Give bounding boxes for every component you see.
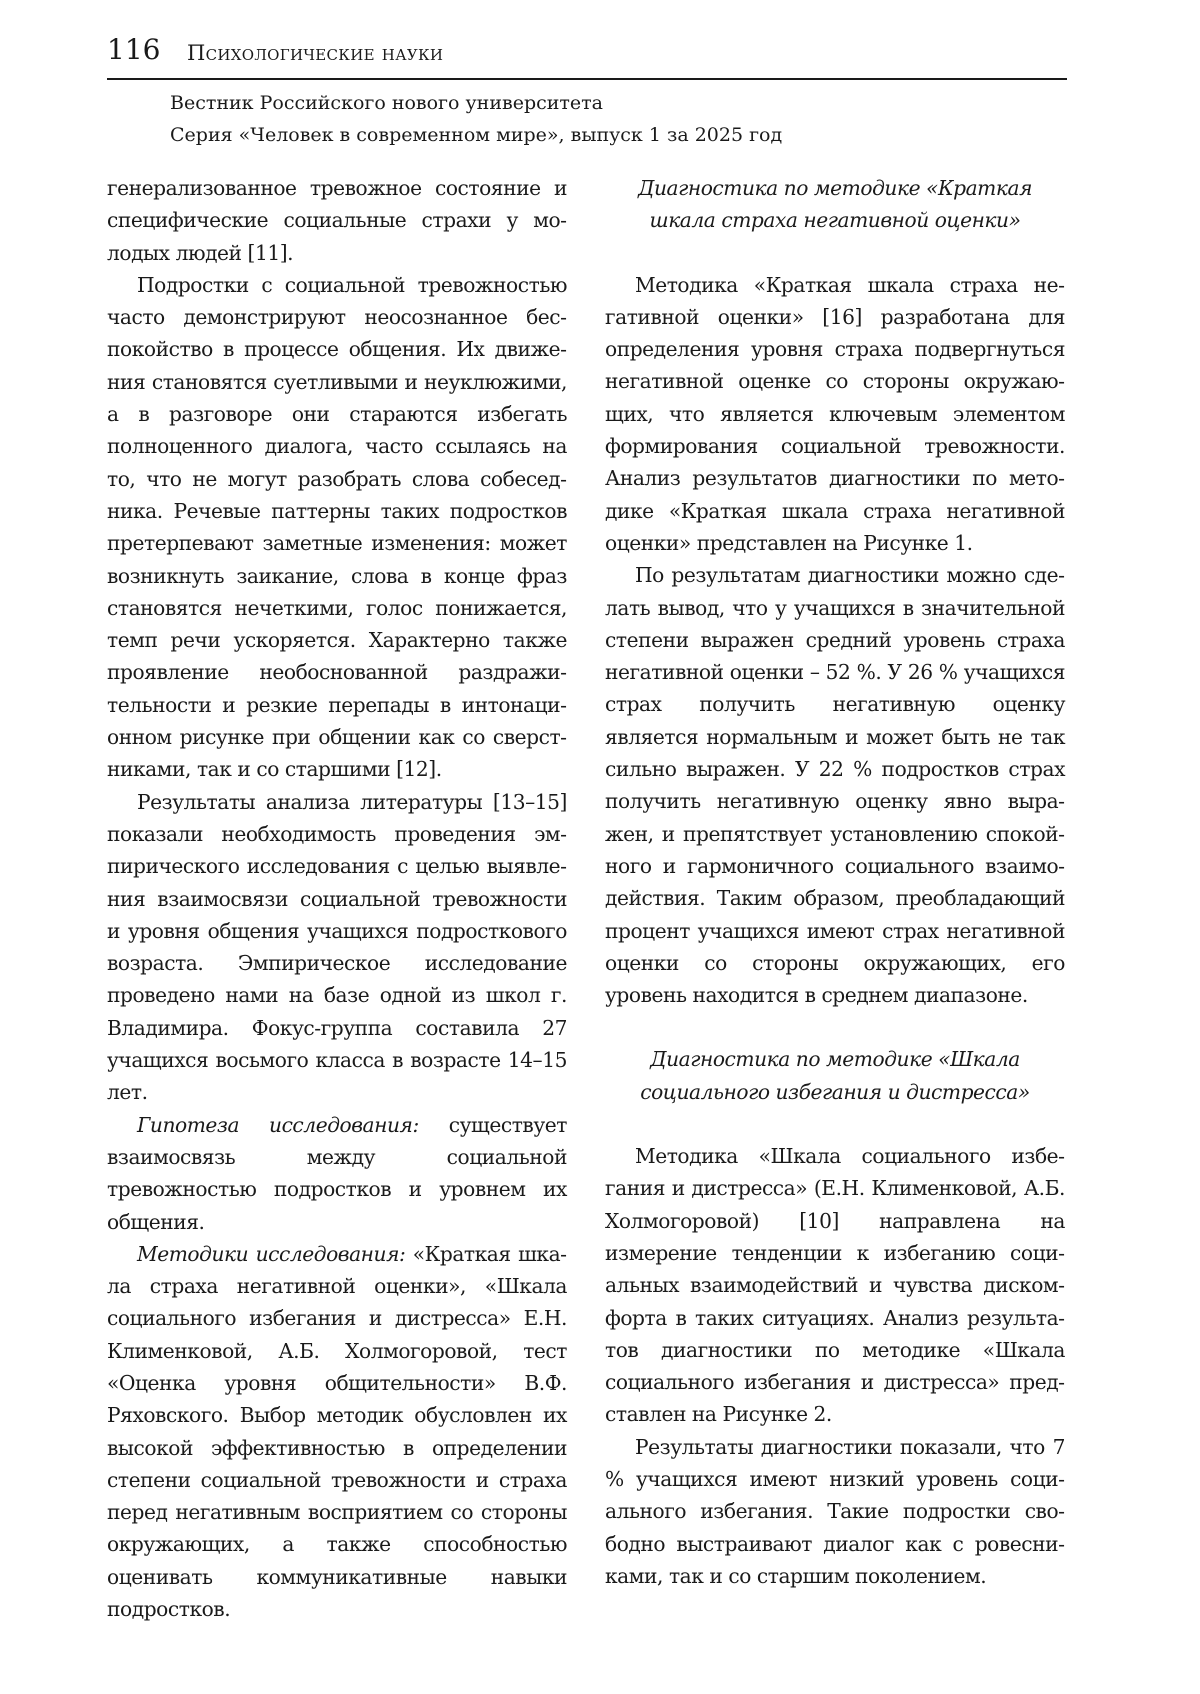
section-subheading: Диагностика по методике «Шкала социального избегания и дистресса» (640, 1047, 1030, 1104)
hypothesis-paragraph (107, 1109, 567, 1238)
paragraph: Результаты диагностики показали, что 7 % учащихся имеют низкий уровень социального избегания. Такие подростки свободно выстраивают диалог как с ровесниками, так и со старшим поколением. (605, 1434, 1065, 1588)
page-number: 116 (107, 33, 161, 66)
running-header (107, 30, 1067, 80)
paragraph: По результатам диагностики можно сделать вывод, что у учащихся в значительной степени выражен средний уровень страха негативной оценки – 52 %. У 26 % учащихся страх получить негативную оценку является нормальным и может быть не так сильно выражен. У 22 % подростков страх получить негативную оценку явно выражен, и препятствует установлению спокойного и гармоничного социального взаимодействия. Таким образом, преобладающий процент учащихся имеют страх негативной оценки со стороны окружающих, его уровень находится в среднем диапазоне. (605, 563, 1065, 1008)
section-subheading: Диагностика по методике «Краткая шкала страха негативной оценки» (638, 176, 1032, 233)
paragraph: Методика «Шкала социального избегания и дистресса» (Е.Н. Клименковой, А.Б. Холмогоровой) [10] направлена на измерение тенденции к избеганию социальных взаимодействий и чувства дискомфорта в таких ситуациях. Анализ результатов диагностики по методике «Шкала социального избегания и дистресса» представлен на Рисунке 2. (605, 1144, 1065, 1427)
right-column (605, 172, 1065, 1592)
journal-series: Серия «Человек в современном мире», выпуск 1 за 2025 год (170, 124, 783, 146)
hypothesis-label: Гипотеза исследования: (137, 1112, 419, 1137)
section-title: Психологические науки (187, 41, 444, 65)
journal-info (170, 87, 782, 151)
paragraph: Методика «Краткая шкала страха негативной оценки» [16] разработана для определения уровня страха подвергнуться негативной оценке со стороны окружающих, что является ключевым элементом формирования социальной тревожности. Анализ результатов диагностики по методике «Краткая шкала страха негативной оценки» представлен на Рисунке 1. (605, 272, 1065, 555)
journal-title: Вестник Российского нового университета (170, 92, 604, 114)
methods-label: Методики исследования: (137, 1241, 406, 1266)
paragraph: генерализованное тревожное состояние и специфические социальные страхи у молодых людей [11]. (107, 176, 567, 265)
left-column (107, 172, 567, 1625)
methods-paragraph (107, 1238, 567, 1626)
hypothesis-text: существует взаимосвязь между социальной тревожностью подростков и уровнем их общения. (107, 1112, 567, 1234)
methods-text: «Краткая шкала страха негативной оценки», «Шкала социального избегания и дистресса» Е.Н. Клименковой, А.Б. Холмогоровой, тест «Оценка уровня общительности» В.Ф. Ряховского. Выбор методик обусловлен их высокой эффективностью в определении степени социальной тревожности и страха перед негативным восприятием со стороны окружающих, а также способностью оценивать коммуникативные навыки подростков. (107, 1241, 567, 1622)
paragraph: Результаты анализа литературы [13–15] показали необходимость проведения эмпирического исследования с целью выявления взаимосвязи социальной тревожности и уровня общения учащихся подросткового возраста. Эмпирическое исследование проведено нами на базе одной из школ г. Владимира. Фокус-группа составила 27 учащихся восьмого класса в возрасте 14–15 лет. (107, 789, 567, 1105)
paragraph: Подростки с социальной тревожностью часто демонстрируют неосознанное беспокойство в процессе общения. Их движения становятся суетливыми и неуклюжими, а в разговоре они стараются избегать полноценного диалога, часто ссылаясь на то, что не могут разобрать слова собеседника. Речевые паттерны таких подростков претерпевают заметные изменения: может возникнуть заикание, слова в конце фраз становятся нечеткими, голос понижается, темп речи ускоряется. Характерно также проявление необоснованной раздражительности и резкие перепады в интонационном рисунке при общении как со сверстниками, так и со старшими [12]. (107, 272, 567, 782)
